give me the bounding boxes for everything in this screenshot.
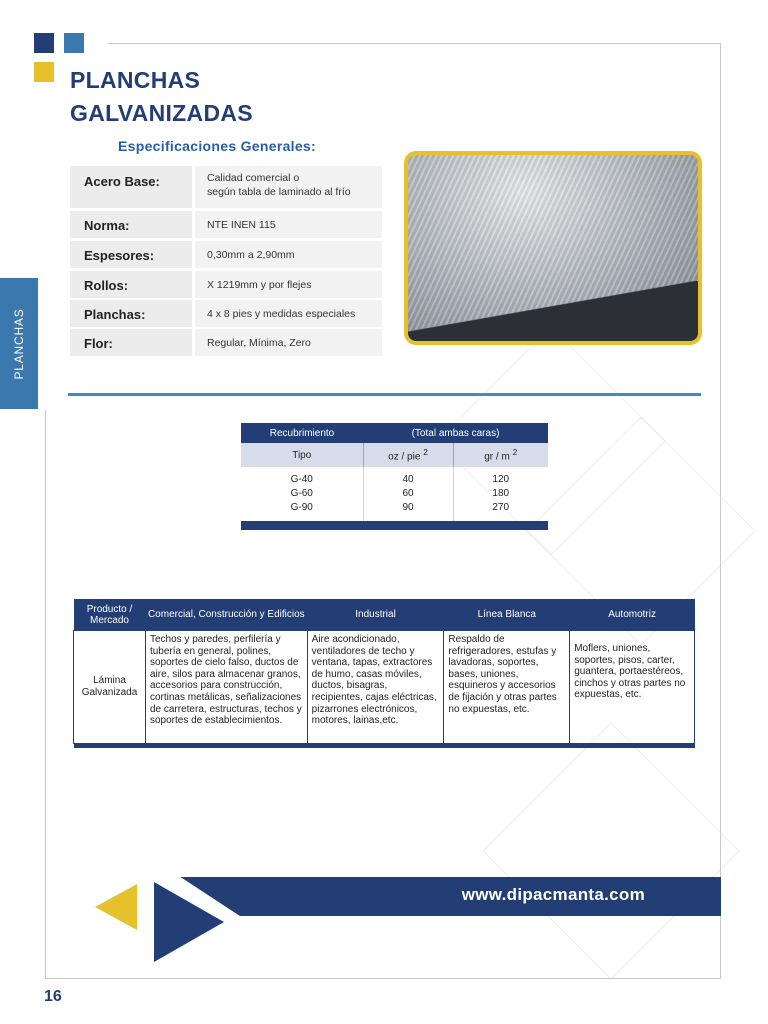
market-row-label: Lámina Galvanizada (74, 631, 146, 744)
market-header-comercial: Comercial, Construcción y Edificios (145, 599, 307, 631)
decor-triangle-yellow (95, 884, 137, 930)
spec-row-planchas (70, 300, 382, 327)
market-cell-comercial: Techos y paredes, perfilería y tubería en general, polines, soportes de cielo falso, ductos de aire, silos para almacenar granos, accesorios para construcción, cortinas metálicas, señalizaciones de carretera, estructuras, techos y soportes de establecimientos. (145, 631, 307, 744)
spec-value: Regular, Mínima, Zero (207, 337, 311, 349)
coating-header-right: (Total ambas caras) (411, 427, 500, 439)
page-title-line2: GALVANIZADAS (70, 100, 253, 126)
market-table-header (74, 599, 695, 631)
spec-value: NTE INEN 115 (207, 219, 276, 231)
galvanized-sheet-photo (404, 151, 702, 345)
coating-gr-values: 120 180 270 (492, 474, 510, 513)
coating-table-footer (241, 521, 548, 530)
spec-label: Rollos: (84, 278, 129, 293)
column-header-gr-m: gr / m $^2$ (484, 447, 518, 463)
coating-tipo-values: G-40 G-60 G-90 (241, 467, 363, 521)
spec-label: Espesores: (84, 248, 155, 263)
coating-oz-values: 40 60 90 (363, 467, 453, 521)
decor-square-yellow (34, 62, 54, 82)
column-header-oz-pie: oz / pie $^2$ (363, 443, 453, 467)
section-divider (68, 393, 701, 396)
market-header-linea-blanca: Línea Blanca (444, 599, 570, 631)
column-header-tipo: Tipo (241, 443, 363, 467)
section-subtitle: Especificaciones Generales: (118, 138, 316, 154)
market-header-industrial: Industrial (307, 599, 444, 631)
website-banner (180, 877, 721, 916)
spec-value: 0,30mm a 2,90mm (207, 249, 295, 261)
coating-table-header (241, 423, 548, 443)
market-cell-industrial: Aire acondicionado, ventiladores de techo y ventana, tapas, extractores de humo, casas móviles, ductos, bisagras, recipientes, cajas eléctricas, pizarrones electrónicos, motores, lainas,etc. (307, 631, 444, 744)
market-table-footer (74, 744, 695, 749)
side-tab-label: PLANCHAS (12, 307, 26, 380)
spec-value-line2: según tabla de laminado al frío (207, 186, 351, 198)
page-title-line1: PLANCHAS (70, 67, 201, 93)
side-section-tab (0, 278, 38, 409)
frame-border-right (720, 43, 721, 979)
decor-square-navy (34, 33, 54, 53)
table-row (74, 631, 695, 744)
spec-value: Calidad comercial o (207, 172, 300, 184)
decor-square-blue (64, 33, 84, 53)
spec-label: Acero Base: (84, 174, 160, 189)
spec-label: Norma: (84, 218, 130, 233)
spec-label: Flor: (84, 336, 113, 351)
market-header-producto: Producto / Mercado (74, 599, 146, 631)
decor-triangle-navy (154, 882, 224, 962)
market-cell-linea-blanca: Respaldo de refrigeradores, estufas y lavadoras, soportes, bases, uniones, esquineros y accesorios de fijación y otras partes no expuestas, etc. (444, 631, 570, 744)
frame-border-left (45, 410, 46, 978)
spec-row-rollos (70, 271, 382, 298)
spec-row-norma (70, 211, 382, 238)
market-table (73, 599, 695, 748)
spec-row-espesores (70, 241, 382, 268)
coating-table (241, 423, 548, 530)
frame-border-bottom (45, 978, 721, 979)
coating-header-left: Recubrimiento (269, 427, 335, 439)
spec-value: X 1219mm y por flejes (207, 279, 312, 291)
market-cell-automotriz: Moflers, uniones, soportes, pisos, carter, guantera, portaestéreos, cinchos y otras partes no expuestas, etc. (570, 631, 695, 744)
spec-value: 4 x 8 pies y medidas especiales (207, 308, 356, 320)
watermark-shape (482, 722, 739, 979)
coating-table-columns (241, 443, 548, 467)
spec-row-acero-base (70, 166, 382, 208)
market-header-automotriz: Automotriz (570, 599, 695, 631)
spec-row-flor (70, 329, 382, 356)
website-link[interactable]: www.dipacmanta.com (461, 885, 645, 904)
spec-label: Planchas: (84, 307, 146, 322)
page-number: 16 (44, 988, 62, 1005)
coating-table-body (241, 467, 548, 521)
frame-border-top (108, 43, 721, 44)
